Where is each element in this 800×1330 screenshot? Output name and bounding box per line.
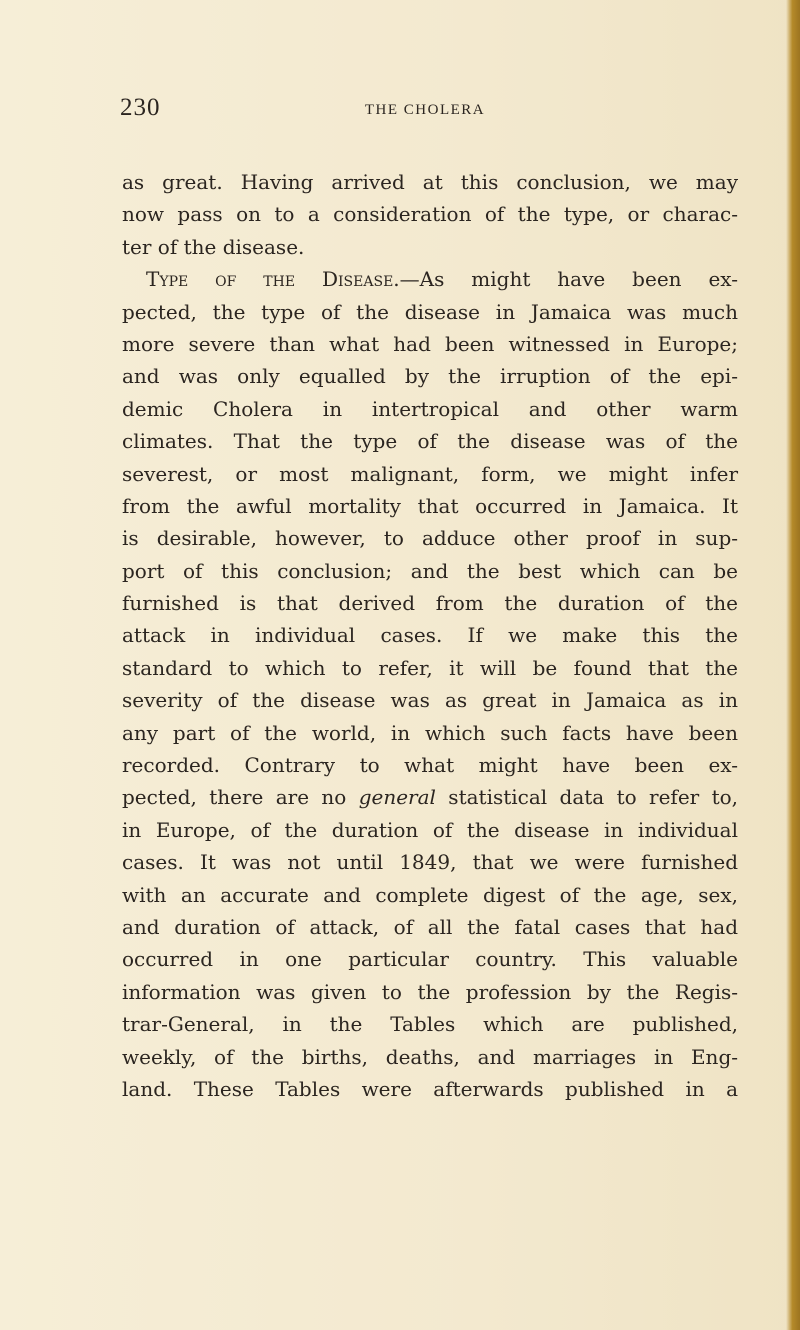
- text-line: land. These Tables were afterwards published in a: [122, 1076, 738, 1101]
- text-line: is desirable, however, to adduce other proof in sup-: [122, 526, 738, 551]
- text-line: attack in individual cases. If we make this the: [122, 623, 738, 648]
- text-line: any part of the world, in which such facts have been: [122, 720, 738, 745]
- text-line: severest, or most malignant, form, we might infer: [122, 461, 738, 486]
- body-text: [122, 166, 738, 1105]
- text-line: trar-General, in the Tables which are published,: [122, 1012, 738, 1037]
- emphasis-general: general: [358, 785, 436, 810]
- text-line: and was only equalled by the irruption of the epi-: [122, 364, 738, 389]
- text-line: pected, there are no general statistical data to refer to,: [122, 785, 739, 810]
- text-line: standard to which to refer, it will be found that the: [122, 655, 738, 680]
- text-line: more severe than what had been witnessed in Europe;: [122, 331, 738, 356]
- text-line: pected, the type of the disease in Jamaica was much: [122, 299, 738, 324]
- text-line: in Europe, of the duration of the disease in individual: [122, 817, 738, 842]
- section-heading: Type of the Disease.: [146, 267, 400, 292]
- text-line: severity of the disease was as great in Jamaica as in: [122, 688, 738, 713]
- text-line: weekly, of the births, deaths, and marriages in Eng-: [122, 1044, 738, 1069]
- text-line: recorded. Contrary to what might have been ex-: [122, 753, 738, 778]
- text-line: as great. Having arrived at this conclusion, we may: [122, 170, 738, 194]
- text-line: occurred in one particular country. This valuable: [122, 947, 738, 972]
- page-edge-binding: [786, 0, 800, 1330]
- text-line: information was given to the profession by the Regis-: [122, 979, 738, 1004]
- running-title: THE CHOLERA: [364, 102, 486, 118]
- text-line: demic Cholera in intertropical and other warm: [122, 396, 738, 421]
- text-line: climates. That the type of the disease was of the: [122, 429, 738, 454]
- text-line: from the awful mortality that occurred in Jamaica. It: [122, 493, 738, 518]
- text-line: port of this conclusion; and the best which can be: [122, 558, 738, 583]
- text-line: cases. It was not until 1849, that we were furnished: [122, 850, 738, 875]
- section-heading-line: Type of the Disease.—As might have been ex-: [146, 267, 738, 292]
- text-line: now pass on to a consideration of the type, or charac-: [122, 202, 738, 227]
- text-line: with an accurate and complete digest of the age, sex,: [122, 882, 738, 907]
- text-line: ter of the disease.: [122, 234, 305, 259]
- page-number: 230: [120, 94, 161, 121]
- text-line: furnished is that derived from the duration of the: [122, 591, 738, 616]
- page-header: [120, 94, 730, 134]
- text-line: and duration of attack, of all the fatal cases that had: [122, 914, 738, 939]
